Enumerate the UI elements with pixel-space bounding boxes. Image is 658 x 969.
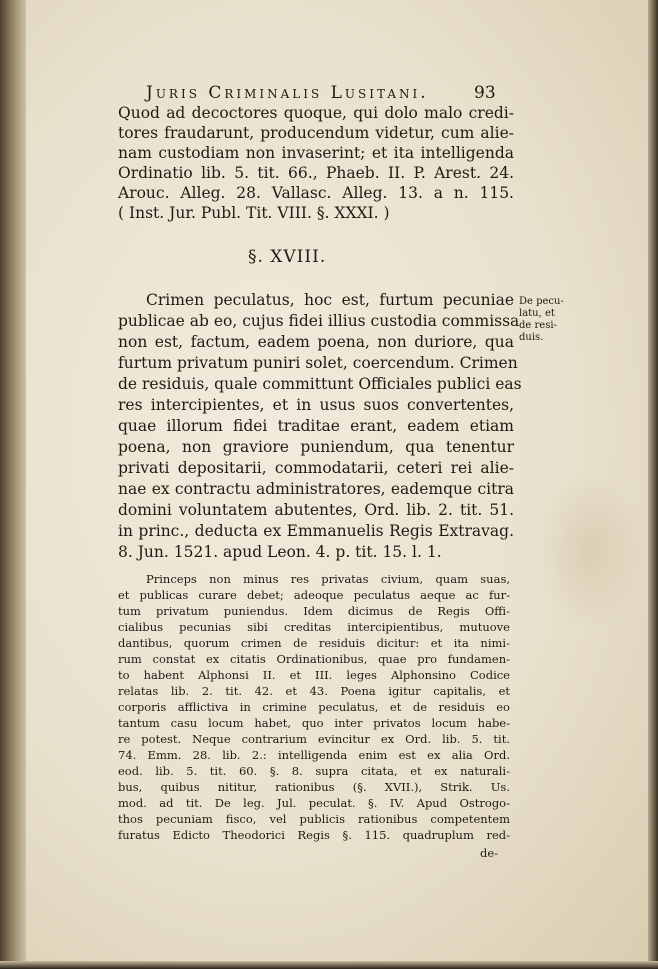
margin-note-line: duis. xyxy=(519,332,544,343)
footnote-line: et publicas curare debet; adeoque peculatus aeque ac fur- xyxy=(118,588,510,602)
main-paragraph-line: domini voluntatem abutentes, Ord. lib. 2. tit. 51. xyxy=(118,501,514,519)
main-paragraph-line: res intercipientes, et in usus suos convertentes, xyxy=(118,396,514,414)
footnote-line: re potest. Neque contrarium evincitur ex Ord. lib. 5. tit. xyxy=(118,732,510,746)
top-paragraph-line: tores fraudarunt, producendum videtur, cum alie- xyxy=(118,124,514,142)
footnote-line: furatus Edicto Theodorici Regis §. 115. quadruplum red- xyxy=(118,828,510,842)
main-paragraph-line: poena, non graviore puniendum, qua tenentur xyxy=(118,438,514,456)
main-paragraph-line: furtum privatum puniri solet, coercendum. Crimen xyxy=(118,354,518,372)
main-paragraph-line: non est, factum, eadem poena, non duriore, qua xyxy=(118,333,514,351)
top-paragraph-line: ( Inst. Jur. Publ. Tit. VIII. §. XXXI. ) xyxy=(118,204,390,222)
footnote-line: eod. lib. 5. tit. 60. §. 8. supra citata, et ex naturali- xyxy=(118,764,510,778)
footnote-line: tantum casu locum habet, quo inter privatos locum habe- xyxy=(118,716,510,730)
footnote-line: thos pecuniam fisco, vel publicis rationibus competentem xyxy=(118,812,510,826)
footnote-line: cialibus pecunias sibi creditas intercipientibus, mutuove xyxy=(118,620,510,634)
footnote-line: relatas lib. 2. tit. 42. et 43. Poena igitur capitalis, et xyxy=(118,684,510,698)
running-header xyxy=(146,83,496,103)
main-paragraph-line: in princ., deducta ex Emmanuelis Regis Extravag. xyxy=(118,522,514,540)
footnote-line: rum constat ex citatis Ordinationibus, quae pro fundamen- xyxy=(118,652,510,666)
main-paragraph-line: nae ex contractu administratores, eademque citra xyxy=(118,480,514,498)
running-title: Juris Criminalis Lusitani. xyxy=(146,83,429,103)
margin-note-line: De pecu- xyxy=(519,296,564,307)
footnote-line: bus, quibus nititur, rationibus (§. XVII.), Strik. Us. xyxy=(118,780,510,794)
footnote-line: to habent Alphonsi II. et III. leges Alphonsino Codice xyxy=(118,668,510,682)
top-paragraph-line: Arouc. Alleg. 28. Vallasc. Alleg. 13. a n. 115. xyxy=(118,184,514,202)
page-bottom-edge xyxy=(0,961,658,969)
footnote-line: Princeps non minus res privatas civium, quam suas, xyxy=(146,572,510,586)
section-heading: §. XVIII. xyxy=(248,247,327,267)
footnote-line: dantibus, quorum crimen de residuis dicitur: et ita nimi- xyxy=(118,636,510,650)
page-number: 93 xyxy=(474,83,496,103)
main-paragraph-line: Crimen peculatus, hoc est, furtum pecuniae xyxy=(146,291,514,309)
footnote-line: 74. Emm. 28. lib. 2.: intelligenda enim est ex alia Ord. xyxy=(118,748,510,762)
top-paragraph-line: Ordinatio lib. 5. tit. 66., Phaeb. II. P. Arest. 24. xyxy=(118,164,514,182)
main-paragraph-line: 8. Jun. 1521. apud Leon. 4. p. tit. 15. l. 1. xyxy=(118,543,442,561)
margin-note-line: latu, et xyxy=(519,308,555,319)
top-paragraph-line: nam custodiam non invaserint; et ita intelligenda xyxy=(118,144,514,162)
main-paragraph-line: publicae ab eo, cujus fidei illius custodia commissa xyxy=(118,312,520,330)
page-right-edge xyxy=(648,0,658,969)
paper-stain xyxy=(534,470,644,630)
footnote-line: corporis afflictiva in crimine peculatus, et de residuis eo xyxy=(118,700,510,714)
main-paragraph-line: quae illorum fidei traditae erant, eadem etiam xyxy=(118,417,514,435)
page-gutter xyxy=(0,0,26,969)
footnote-line: tum privatum puniendus. Idem dicimus de Regis Offi- xyxy=(118,604,510,618)
catchword: de- xyxy=(480,846,499,860)
margin-note-line: de resi- xyxy=(519,320,557,331)
footnote-line: mod. ad tit. De leg. Jul. peculat. §. IV. Apud Ostrogo- xyxy=(118,796,510,810)
margin-note xyxy=(519,296,567,344)
top-paragraph-line: Quod ad decoctores quoque, qui dolo malo credi- xyxy=(118,104,514,122)
main-paragraph-line: de residuis, quale committunt Officiales publici eas xyxy=(118,375,522,393)
main-paragraph-line: privati depositarii, commodatarii, ceteri rei alie- xyxy=(118,459,514,477)
